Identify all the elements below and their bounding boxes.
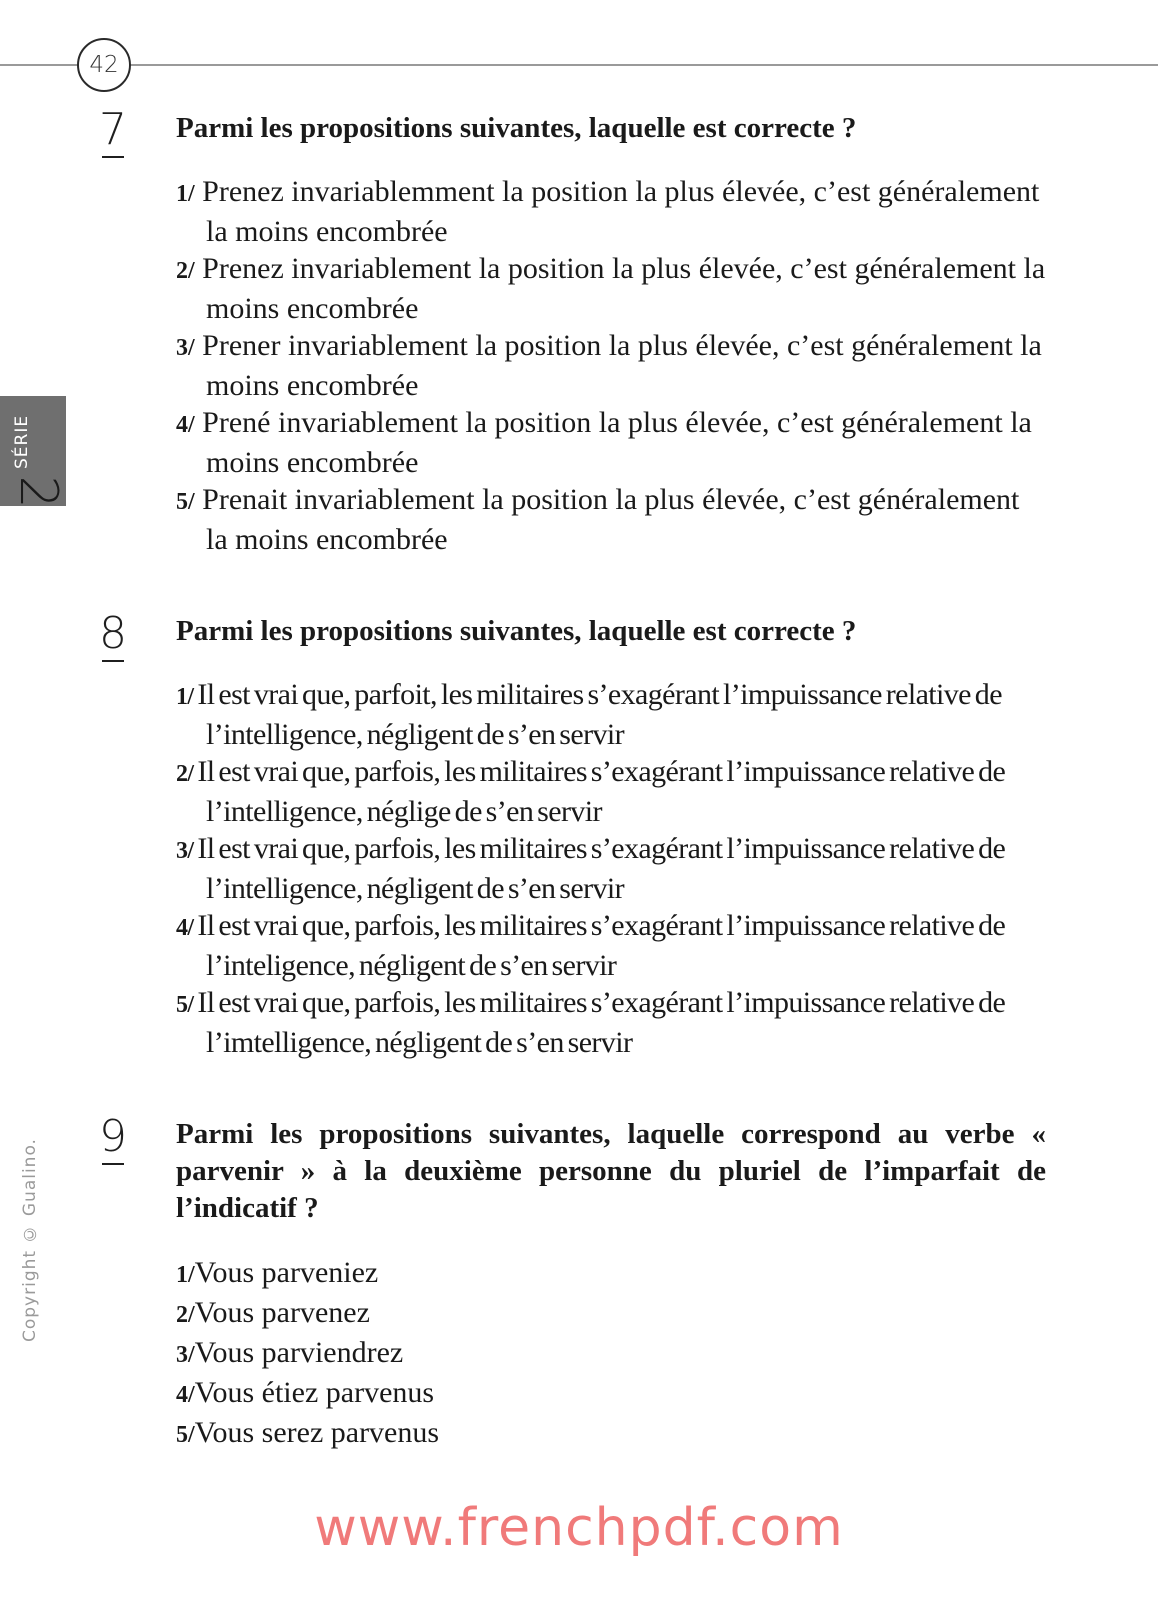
option-item	[176, 830, 1046, 907]
option-number: 2/	[176, 761, 194, 787]
option-number: 2/	[176, 258, 195, 284]
option-text: Prenez invariablement la position la plus élevée, c’est généralement la moins encombrée	[194, 252, 1046, 325]
option-text: Vous parvenez	[194, 1296, 370, 1329]
series-number: 2	[8, 475, 68, 509]
option-number: 3/	[176, 838, 194, 864]
option-item	[176, 327, 1046, 404]
options-list	[176, 173, 1046, 558]
option-number: 2/	[176, 1302, 195, 1328]
option-item	[176, 1374, 1046, 1414]
question-number-rule	[102, 1163, 124, 1165]
option-text: Prenait invariablement la position la plus élevée, c’est généralement la moins encombrée	[194, 483, 1020, 556]
question-number: 9	[99, 1111, 127, 1162]
option-item	[176, 250, 1046, 327]
option-item	[176, 907, 1046, 984]
option-text: Il est vrai que, parfois, les militaires s’exagérant l’impuissance relative de l’intelligence, néglige de s’en servir	[193, 755, 1006, 828]
option-text: Il est vrai que, parfois, les militaires s’exagérant l’impuissance relative de l’inteligence, négligent de s’en servir	[193, 909, 1006, 982]
option-number: 1/	[176, 181, 195, 207]
option-item	[176, 676, 1046, 753]
copyright-notice: Copyright © Gualino.	[20, 1138, 40, 1342]
option-number: 5/	[176, 489, 195, 515]
option-number: 4/	[176, 915, 194, 941]
option-number: 5/	[176, 1422, 195, 1448]
question-number-rule	[102, 660, 124, 662]
option-item	[176, 753, 1046, 830]
option-number: 4/	[176, 1382, 195, 1408]
option-item	[176, 404, 1046, 481]
question-text: Parmi les propositions suivantes, laquelle est correcte ?	[176, 615, 857, 647]
option-item	[176, 481, 1046, 558]
option-number: 1/	[176, 684, 194, 710]
option-item	[176, 173, 1046, 250]
question-number-rule	[102, 156, 124, 158]
option-text: Prenez invariablemment la position la plus élevée, c’est généralement la moins encombrée	[194, 175, 1040, 248]
option-text: Vous parviendrez	[194, 1336, 404, 1369]
options-list	[176, 1254, 1046, 1454]
option-text: Prené invariablement la position la plus élevée, c’est généralement la moins encombrée	[194, 406, 1032, 479]
question-number: 8	[99, 608, 127, 659]
question-text: Parmi les propositions suivantes, laquelle correspond au verbe « parvenir » à la deuxième personne du pluriel de l’imparfait de l’indicatif ?	[176, 1118, 1046, 1224]
option-text: Vous serez parvenus	[194, 1416, 440, 1449]
option-text: Prener invariablement la position la plus élevée, c’est généralement la moins encombrée	[194, 329, 1042, 402]
series-label: SÉRIE	[12, 414, 32, 470]
option-number: 3/	[176, 335, 195, 361]
option-text: Il est vrai que, parfoit, les militaires s’exagérant l’impuissance relative de l’intelligence, négligent de s’en servir	[193, 678, 1002, 751]
option-text: Il est vrai que, parfois, les militaires s’exagérant l’impuissance relative de l’intelligence, négligent de s’en servir	[193, 832, 1006, 905]
options-list	[176, 676, 1046, 1061]
option-item	[176, 1334, 1046, 1374]
option-number: 4/	[176, 412, 195, 438]
option-text: Vous parveniez	[194, 1256, 379, 1289]
option-number: 3/	[176, 1342, 195, 1368]
option-item	[176, 1294, 1046, 1334]
option-item	[176, 984, 1046, 1061]
option-number: 1/	[176, 1262, 195, 1288]
option-item	[176, 1254, 1046, 1294]
question-text: Parmi les propositions suivantes, laquelle est correcte ?	[176, 112, 857, 144]
option-item	[176, 1414, 1046, 1454]
option-text: Vous étiez parvenus	[194, 1376, 435, 1409]
option-number: 5/	[176, 992, 194, 1018]
header-rule	[0, 64, 1158, 66]
option-text: Il est vrai que, parfois, les militaires s’exagérant l’impuissance relative de l’imtelligence, négligent de s’en servir	[193, 986, 1006, 1059]
page-number: 42	[77, 38, 131, 92]
question-number: 7	[99, 104, 127, 155]
watermark-link[interactable]: www.frenchpdf.com	[314, 1498, 844, 1558]
